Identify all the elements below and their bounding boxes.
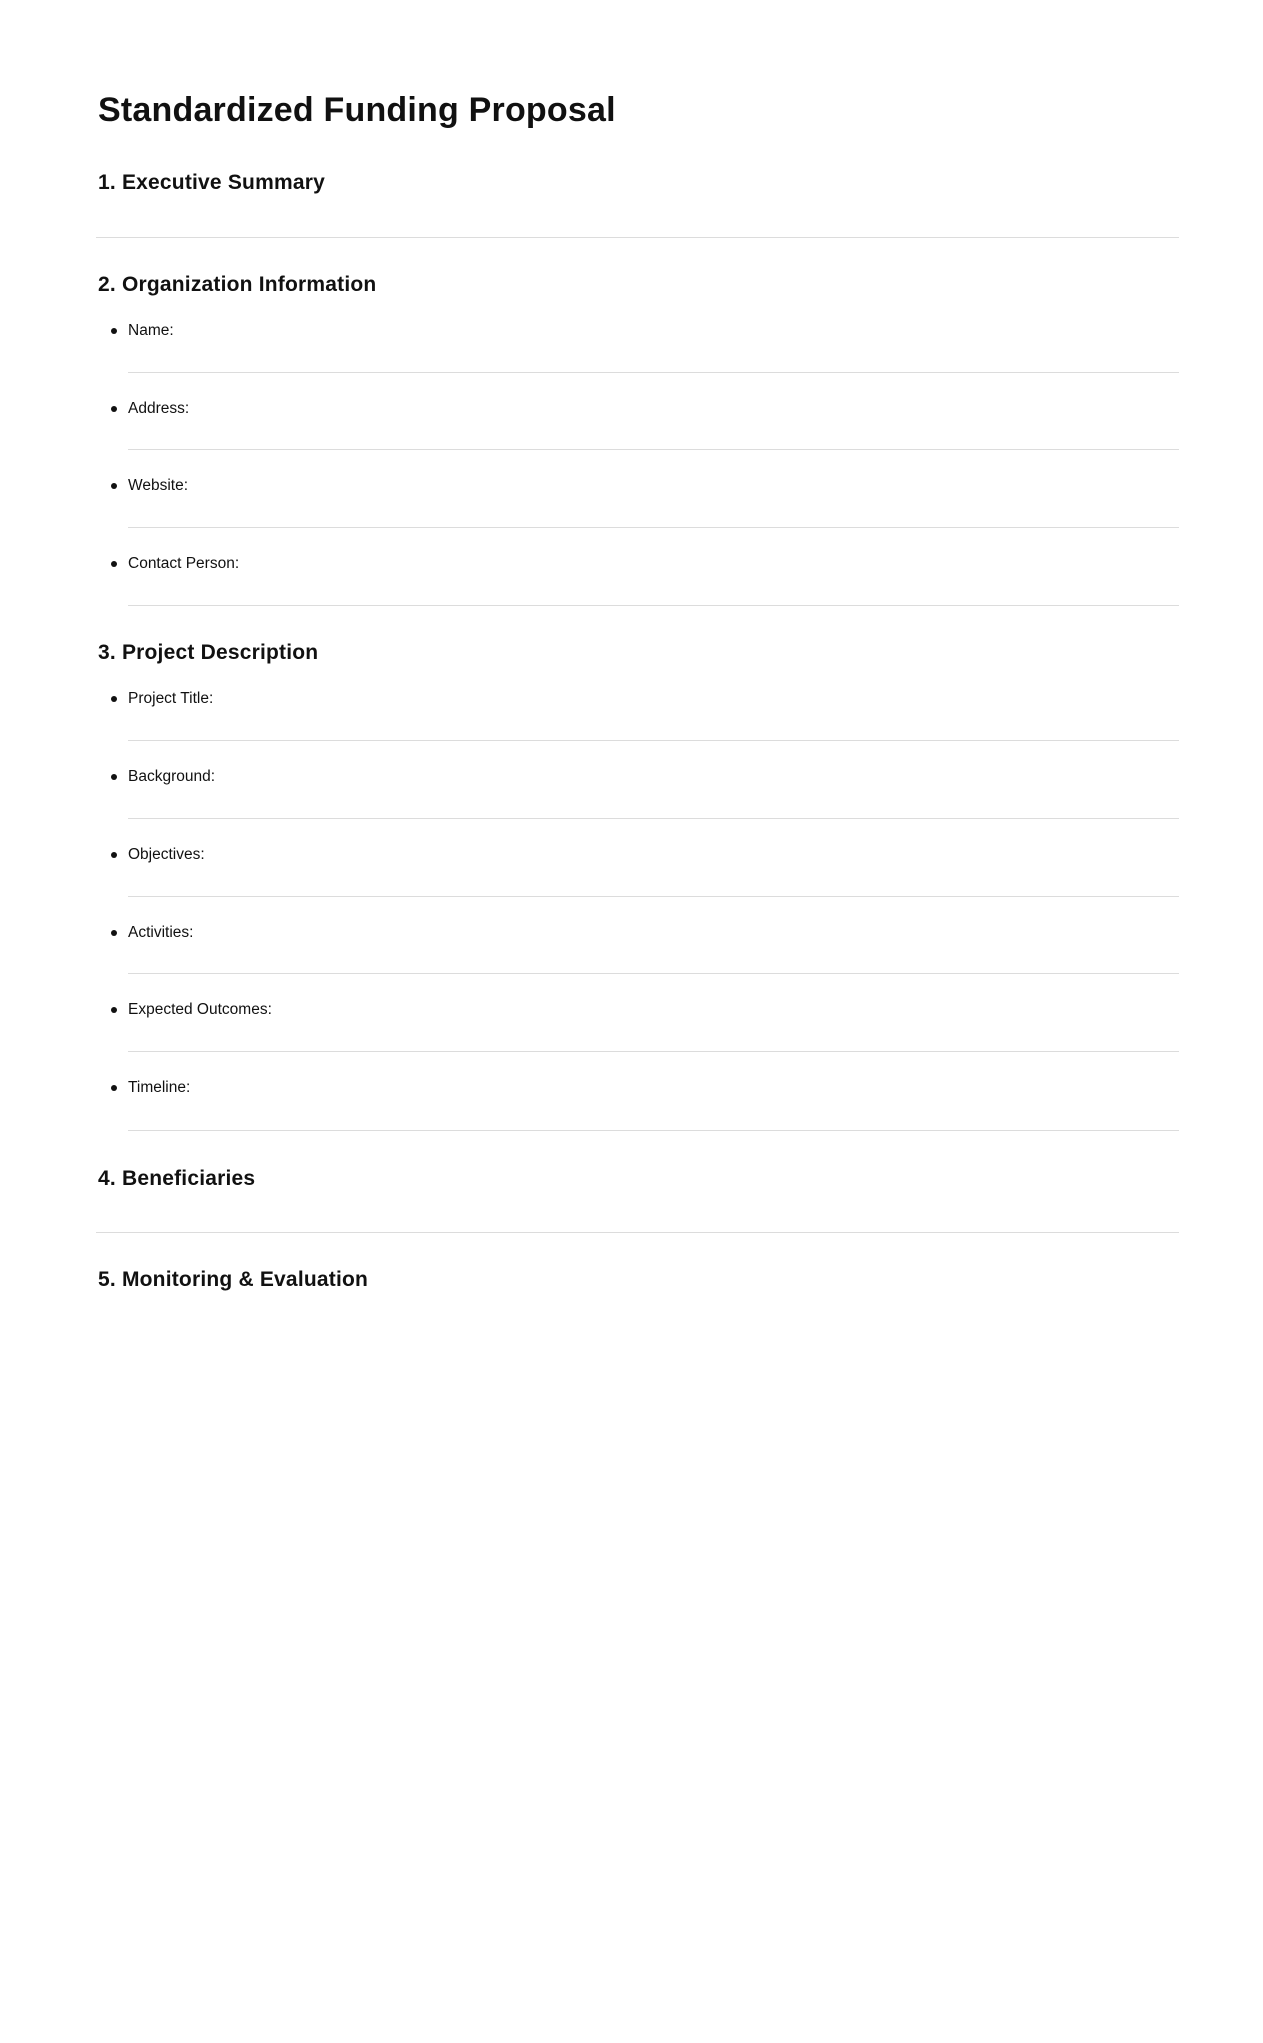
website-field-line[interactable] [128, 527, 1179, 528]
activities-field-line[interactable] [128, 973, 1179, 974]
objectives-field-line[interactable] [128, 896, 1179, 897]
section-heading-organization-information: 2. Organization Information [98, 273, 377, 296]
bullet-icon [111, 774, 117, 780]
section-heading-monitoring-evaluation: 5. Monitoring & Evaluation [98, 1268, 369, 1291]
list-item-timeline [111, 1077, 190, 1099]
list-item-background [111, 766, 215, 788]
bullet-icon [111, 483, 117, 489]
address-field-line[interactable] [128, 449, 1179, 450]
timeline-field-line[interactable] [128, 1130, 1179, 1131]
list-item-objectives [111, 844, 205, 866]
field-label-address: Address: [128, 400, 190, 417]
expected-outcomes-field-line[interactable] [128, 1051, 1179, 1052]
bullet-icon [111, 930, 117, 936]
bullet-icon [111, 852, 117, 858]
project-title-field-line[interactable] [128, 740, 1179, 741]
contact-person-field-line[interactable] [128, 605, 1179, 606]
executive-summary-field-line[interactable] [96, 237, 1179, 238]
list-item-website [111, 475, 188, 497]
field-label-contact-person: Contact Person: [128, 555, 240, 572]
field-label-timeline: Timeline: [128, 1079, 191, 1096]
bullet-icon [111, 561, 117, 567]
field-label-website: Website: [128, 477, 189, 494]
name-field-line[interactable] [128, 372, 1179, 373]
bullet-icon [111, 696, 117, 702]
background-field-line[interactable] [128, 818, 1179, 819]
page-title: Standardized Funding Proposal [98, 91, 616, 129]
list-item-address [111, 398, 189, 420]
field-label-background: Background: [128, 768, 216, 785]
list-item-expected-outcomes [111, 999, 272, 1021]
field-label-activities: Activities: [128, 924, 194, 941]
list-item-project-title [111, 688, 213, 710]
list-item-name [111, 320, 174, 342]
bullet-icon [111, 1007, 117, 1013]
section-heading-executive-summary: 1. Executive Summary [98, 171, 325, 194]
beneficiaries-field-line[interactable] [96, 1232, 1179, 1233]
field-label-name: Name: [128, 322, 174, 339]
bullet-icon [111, 328, 117, 334]
list-item-activities [111, 922, 193, 944]
list-item-contact-person [111, 553, 239, 575]
section-heading-project-description: 3. Project Description [98, 641, 319, 664]
field-label-project-title: Project Title: [128, 690, 214, 707]
bullet-icon [111, 1085, 117, 1091]
bullet-icon [111, 406, 117, 412]
section-heading-beneficiaries: 4. Beneficiaries [98, 1167, 256, 1190]
field-label-objectives: Objectives: [128, 846, 205, 863]
field-label-expected-outcomes: Expected Outcomes: [128, 1001, 272, 1018]
